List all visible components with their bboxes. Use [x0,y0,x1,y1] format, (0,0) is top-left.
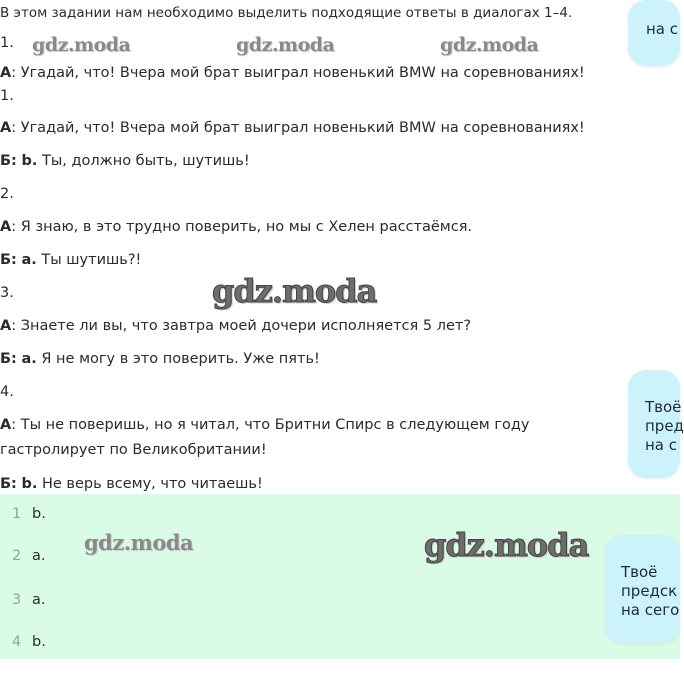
dialog-line [0,217,472,237]
answer-value: b. [32,634,46,650]
watermark: gdz.moda [84,530,194,555]
line-text: Ты шутишь?! [36,252,142,268]
dialog-number: 1. [0,35,14,51]
intro-text: В этом задании нам необходимо выделить подходящие ответы в диалогах 1–4. [0,5,573,21]
dialog-number: 2. [0,186,14,202]
dialog-line [0,151,250,171]
dialog-number: 3. [0,285,14,301]
line-text: : Ты не поверишь, но я читал, что Бритни Спирс в следующем году гастролирует по Великобритании! [0,417,530,458]
answer-value: a. [32,548,46,564]
speaker-label: А [0,120,12,136]
dialog-line [0,413,632,463]
watermark: gdz.moda [236,34,335,56]
dialog-line [0,349,320,369]
dialog-number: 1. [0,88,14,104]
speaker-label: А [0,417,12,433]
chat-bubble[interactable] [628,370,684,478]
answer-letter: а. [21,351,37,367]
dialog-line [0,474,263,494]
answer-row [12,590,46,610]
answer-letter: b. [21,153,38,169]
answers-panel [0,494,680,659]
watermark: gdz.moda [212,272,377,310]
dialog-line [0,63,585,83]
answer-number: 4 [12,634,22,650]
bubble-text: Твоё [621,563,658,581]
speaker-label: Б: [0,476,17,492]
speaker-label: Б: [0,351,17,367]
answer-value: b. [32,506,46,522]
line-text: Не верь всему, что читаешь! [37,476,263,492]
answer-value: a. [32,592,46,608]
answer-number: 1 [12,506,22,522]
answer-letter: а. [21,252,37,268]
watermark: gdz.moda [32,34,131,56]
line-text: Я не могу в это поверить. Уже пять! [36,351,320,367]
line-text: : Знаете ли вы, что завтра моей дочери исполняется 5 лет? [11,318,472,334]
dialog-line [0,316,471,336]
watermark: gdz.moda [424,526,589,564]
dialog-line [0,250,141,270]
bubble-text: на с [645,436,678,454]
answer-row [12,504,46,524]
line-text: Ты, должно быть, шутишь! [37,153,250,169]
chat-bubble[interactable] [628,0,680,66]
answer-row [12,632,46,652]
bubble-text: на с [646,20,679,38]
line-text: : Я знаю, в это трудно поверить, но мы с Хелен расстаёмся. [11,219,473,235]
line-text: : Угадай, что! Вчера мой брат выиграл новенький BMW на соревнованиях! [11,65,585,81]
speaker-label: А [0,318,12,334]
answer-row [12,546,46,566]
chat-bubble[interactable] [605,535,680,643]
bubble-text: Твоё [645,398,682,416]
speaker-label: Б: [0,153,17,169]
bubble-text: предск [621,582,678,600]
speaker-label: А [0,65,12,81]
speaker-label: Б: [0,252,17,268]
bubble-text: пред [645,417,684,435]
answer-letter: b. [21,476,38,492]
bubble-text: на сего [621,601,680,619]
line-text: : Угадай, что! Вчера мой брат выиграл новенький BMW на соревнованиях! [11,120,585,136]
answer-number: 3 [12,592,22,608]
dialog-number: 4. [0,384,14,400]
answer-number: 2 [12,548,22,564]
speaker-label: А [0,219,12,235]
dialog-line [0,118,585,138]
watermark: gdz.moda [440,34,539,56]
